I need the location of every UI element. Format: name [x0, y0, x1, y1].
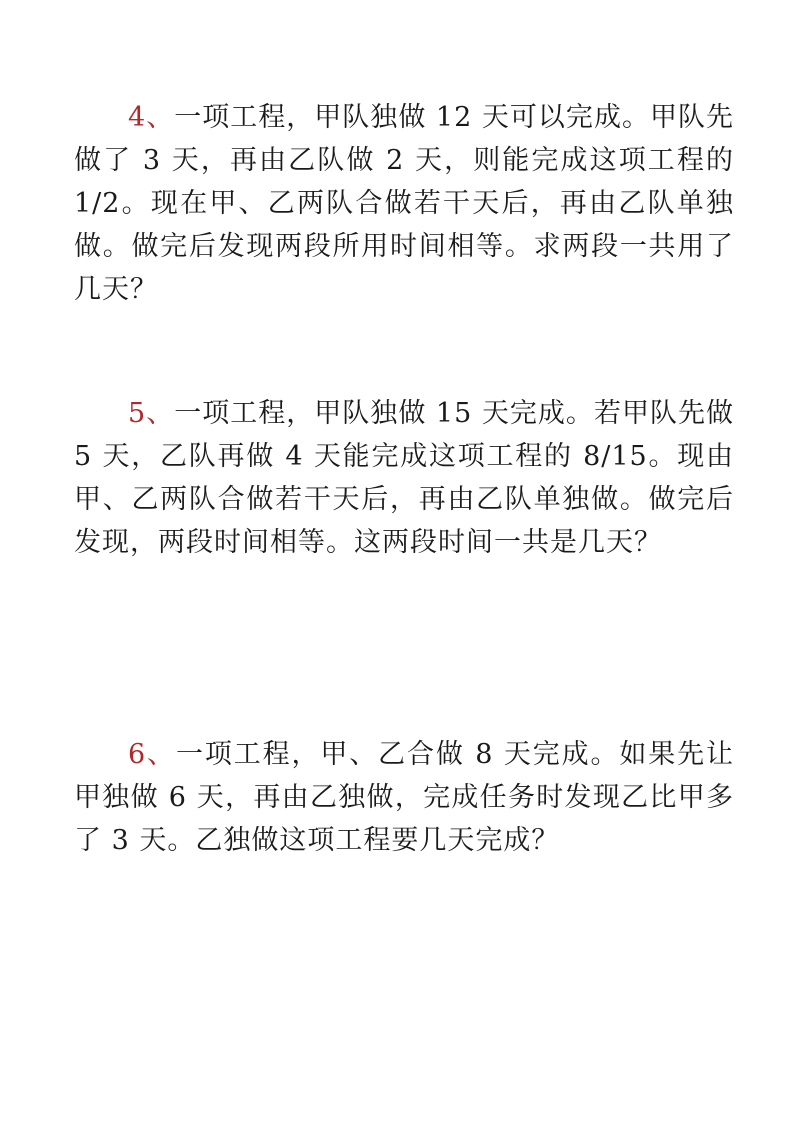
problem-5 — [74, 392, 734, 564]
problem-text: 一项工程，甲、乙合做 8 天完成。如果先让甲独做 6 天，再由乙独做，完成任务时发现乙比甲多了 3 天。乙独做这项工程要几天完成？ — [74, 739, 734, 856]
problem-number: 6、 — [128, 739, 176, 770]
problem-number: 4、 — [128, 102, 175, 133]
problem-6 — [74, 733, 734, 862]
problem-4 — [74, 96, 734, 311]
problem-number: 5、 — [128, 398, 175, 429]
problem-text: 一项工程，甲队独做 15 天完成。若甲队先做 5 天，乙队再做 4 天能完成这项工程的 8/15。现由甲、乙两队合做若干天后，再由乙队单独做。做完后发现，两段时间相等。这两段时间一共是几天？ — [74, 398, 734, 558]
problem-text: 一项工程，甲队独做 12 天可以完成。甲队先做了 3 天，再由乙队做 2 天，则能完成这项工程的 1/2。现在甲、乙两队合做若干天后，再由乙队单独做。做完后发现两段所用时间相等。求两段一共用了几天？ — [74, 102, 734, 305]
